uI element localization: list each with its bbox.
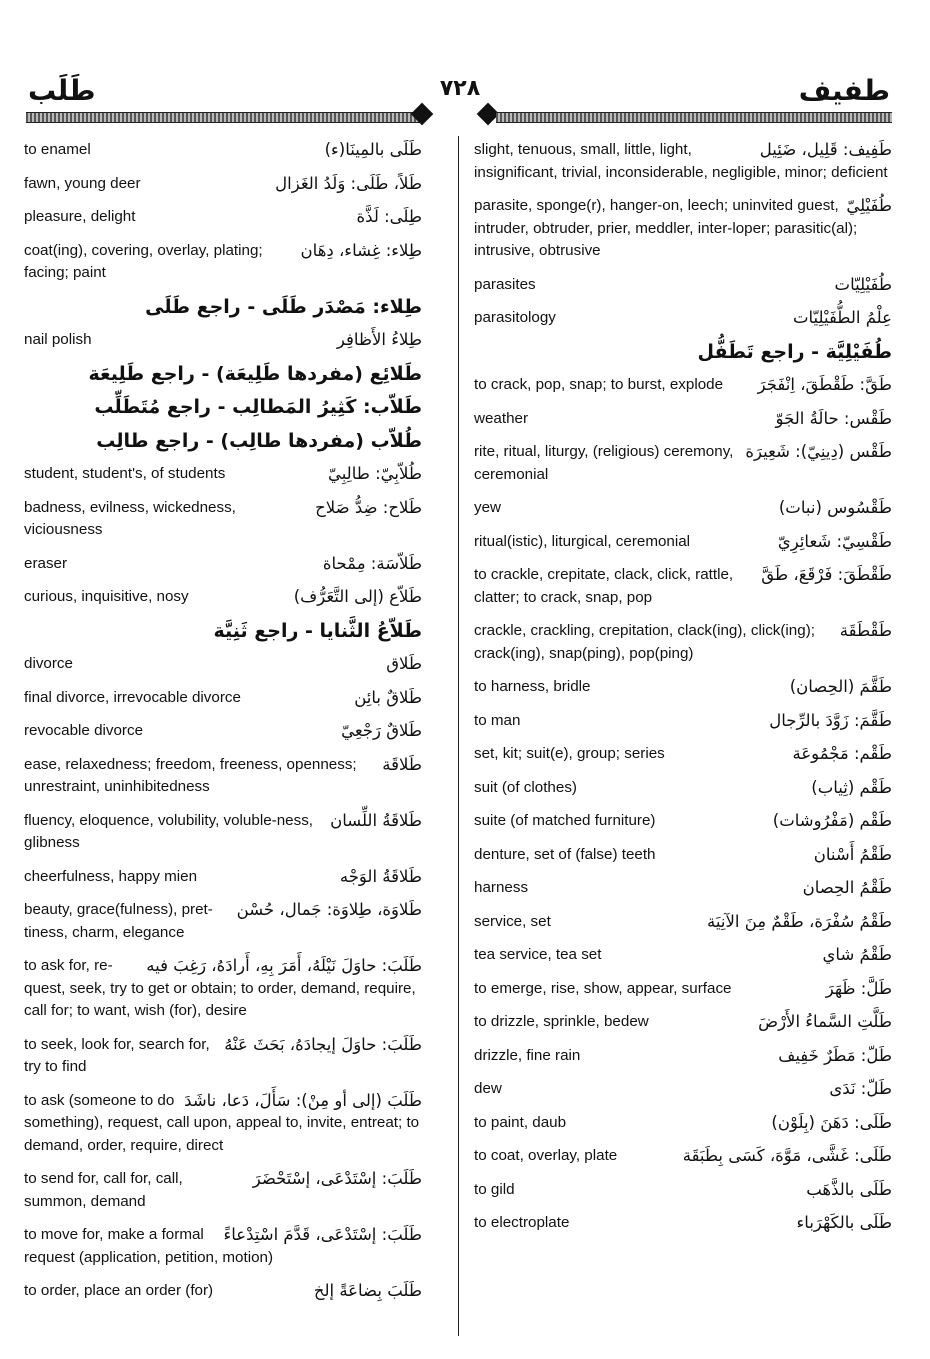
english-definition: cheerfulness, happy mien — [24, 867, 198, 885]
dictionary-entry — [24, 866, 422, 889]
english-definition: to electroplate — [474, 1214, 570, 1231]
english-definition: to emerge, rise, show, appear, surface — [474, 979, 732, 997]
arabic-headword: طَلاوَة، طِلاوَة: جَمال، حُسْن — [236, 900, 422, 919]
english-definition: to crackle, crepitate, clack, click, rattle, clatter; to crack, snap, pop — [474, 566, 734, 606]
dictionary-entry — [24, 497, 422, 542]
arabic-headword: طَقْسِيّ: شَعائِرِيّ — [777, 531, 892, 551]
dictionary-entry — [474, 531, 892, 554]
dictionary-entry — [24, 653, 422, 676]
dictionary-entry — [24, 1034, 422, 1079]
dictionary-entry — [24, 1280, 422, 1303]
english-definition: parasite, sponge(r), hanger-on, leech; uninvited guest, intruder, obtruder, prier, meddler, inter-loper; parasitic(al); intrusive, obtrusive — [474, 197, 858, 259]
english-definition: to ask (someone to do something), request, call upon, appeal to, invite, entreat; to demand, order, require, direct — [24, 1091, 420, 1154]
header-rule-left — [26, 112, 422, 123]
dictionary-entry — [474, 195, 892, 263]
dictionary-entry — [474, 341, 892, 364]
dictionary-entry — [24, 363, 422, 386]
english-definition: suite (of matched furniture) — [474, 812, 656, 829]
dictionary-entry — [474, 676, 892, 699]
english-definition: service, set — [474, 912, 551, 930]
dictionary-entry — [24, 206, 422, 229]
arabic-headword: طَقْمُ الحِصان — [802, 878, 892, 897]
english-definition: nail polish — [24, 331, 92, 348]
english-definition: fluency, eloquence, volubility, voluble-ness, glibness — [24, 811, 314, 851]
english-definition: ritual(istic), liturgical, ceremonial — [474, 532, 691, 550]
dictionary-entry — [24, 396, 422, 419]
arabic-headword: طَقْمُ سُفْرَة، طَقْمٌ مِنَ الآنِيَة — [707, 911, 892, 931]
dictionary-entry — [474, 374, 892, 397]
dictionary-entry — [24, 1224, 422, 1269]
dictionary-entry — [24, 754, 422, 799]
dictionary-entry — [24, 955, 422, 1023]
arabic-headword: طَلَى بالكَهْرَباء — [796, 1213, 892, 1232]
english-definition: rite, ritual, liturgy, (religious) ceremony, ceremonial — [474, 443, 734, 483]
dictionary-entry — [24, 586, 422, 609]
english-definition: tea service, tea set — [474, 946, 602, 963]
english-definition: drizzle, fine rain — [474, 1046, 581, 1064]
arabic-headword: طَلاً، طَلَى: وَلَدُ الغَزال — [275, 173, 422, 193]
english-definition: final divorce, irrevocable divorce — [24, 688, 241, 706]
english-definition: to paint, daub — [474, 1113, 567, 1131]
dictionary-entry — [474, 441, 892, 486]
english-definition: eraser — [24, 554, 68, 572]
dictionary-entry — [474, 743, 892, 766]
arabic-headword: طَقْطَقَ: فَرْقَعَ، طَقَّ — [761, 565, 892, 584]
english-definition: badness, evilness, wickedness, viciousness — [24, 498, 236, 538]
arabic-headword: طَقَّمَ (الحِصان) — [789, 677, 892, 696]
dictionary-entry — [474, 844, 892, 867]
english-definition: weather — [474, 409, 529, 427]
arabic-headword: طَقْس: حالَةُ الجَوّ — [775, 408, 892, 428]
dictionary-entry — [474, 911, 892, 934]
arabic-headword: طَلاقٌ رَجْعِيّ — [341, 721, 422, 740]
dictionary-entry — [24, 463, 422, 486]
dictionary-entry — [24, 329, 422, 352]
dictionary-entry — [474, 1112, 892, 1135]
english-definition: parasitology — [474, 309, 556, 326]
dictionary-entry — [24, 620, 422, 643]
arabic-headword: طُلاّبِيّ: طالِبِيّ — [327, 464, 422, 483]
dictionary-entry — [24, 687, 422, 710]
english-definition: to gild — [474, 1180, 515, 1198]
arabic-headword: طِلاء: غِشاء، دِهَان — [300, 240, 422, 260]
english-definition: coat(ing), covering, overlay, plating; facing; paint — [24, 241, 263, 281]
dictionary-entry — [474, 620, 892, 665]
dictionary-entry — [24, 240, 422, 285]
english-definition: ease, relaxedness; freedom, freeness, openness; unrestraint, uninhibitedness — [24, 755, 357, 795]
arabic-headword: طَلَّتِ السَّماءُ الأَرْضَ — [758, 1012, 892, 1031]
dictionary-entry — [24, 430, 422, 453]
dictionary-entry — [474, 408, 892, 431]
dictionary-entry — [24, 173, 422, 196]
english-definition: set, kit; suit(e), group; series — [474, 745, 665, 762]
english-definition: harness — [474, 879, 529, 896]
dictionary-entry — [474, 1179, 892, 1202]
arabic-headword: طِلاء: مَصْدَر طَلَى - راجع طَلَى — [145, 295, 422, 318]
dictionary-entry — [474, 944, 892, 967]
dictionary-entry — [474, 139, 892, 184]
english-definition: suit (of clothes) — [474, 778, 577, 796]
english-definition: to drizzle, sprinkle, bedew — [474, 1013, 649, 1030]
arabic-headword: طَقْم (ثِياب) — [811, 777, 892, 797]
page-header — [0, 0, 930, 130]
arabic-headword: طَقْمُ أَسْنان — [813, 844, 892, 864]
arabic-headword: طَقَّ: طَقْطَقَ، اِنْفَجَرَ — [757, 375, 892, 394]
arabic-headword: طَلاّب: كَثِيرُ المَطالِب - راجع مُتَطَلِّب — [94, 396, 422, 418]
header-guide-word-left: طَلَب — [28, 74, 96, 107]
dictionary-entry — [24, 720, 422, 743]
arabic-headword: عِلْمُ الطُّفَيْلِيّات — [792, 308, 892, 327]
dictionary-entry — [474, 710, 892, 733]
arabic-headword: طَقْسُوس (نبات) — [778, 498, 892, 517]
dictionary-entry — [24, 1168, 422, 1213]
dictionary-entry — [474, 810, 892, 833]
english-definition: fawn, young deer — [24, 174, 141, 192]
arabic-headword: طَلّ: مَطَرٌ خَفِيف — [778, 1045, 892, 1065]
dictionary-entry — [24, 553, 422, 576]
dictionary-entry — [474, 1045, 892, 1068]
dictionary-entry — [474, 1078, 892, 1101]
arabic-headword: طَفِيف: قَلِيل، ضَئِيل — [759, 140, 892, 159]
english-definition: to enamel — [24, 141, 91, 158]
arabic-headword: طِلاءُ الأَظافِر — [336, 330, 422, 349]
arabic-headword: طَلَبَ (إلى أو مِنْ): سَأَلَ، دَعا، ناشَدَ — [184, 1090, 422, 1110]
arabic-headword: طُفَيْلِيّات — [834, 274, 892, 294]
dictionary-entry — [474, 497, 892, 520]
arabic-headword: طَقْطَقَة — [839, 621, 892, 640]
english-definition: beauty, grace(fulness), pret-tiness, charm, elegance — [24, 901, 213, 941]
arabic-headword: طَلاّسَة: مِمْحاة — [322, 553, 422, 573]
left-column — [24, 139, 422, 1314]
english-definition: to seek, look for, search for, try to find — [24, 1035, 210, 1075]
arabic-headword: طِلَى: لَذَّة — [356, 207, 422, 226]
dictionary-entry — [474, 777, 892, 800]
arabic-headword: طَلَبَ: إسْتَدْعَى، إسْتَحْضَرَ — [252, 1169, 422, 1188]
dictionary-entry — [474, 307, 892, 330]
english-definition: to send for, call for, call, summon, demand — [24, 1170, 183, 1210]
english-definition: revocable divorce — [24, 722, 144, 739]
arabic-headword: طَلَى بالذَّهَب — [806, 1179, 892, 1199]
english-definition: to man — [474, 711, 521, 729]
dictionary-entry — [24, 296, 422, 319]
english-definition: to coat, overlay, plate — [474, 1147, 618, 1164]
arabic-headword: طَقَّمَ: زَوَّدَ بالرِّجال — [769, 710, 892, 730]
arabic-headword: طَلائِع (مفردها طَلِيعَة) - راجع طَلِيعَة — [88, 362, 422, 385]
english-definition: to crack, pop, snap; to burst, explode — [474, 376, 724, 393]
arabic-headword: طَلاقَة — [382, 754, 422, 774]
arabic-headword: طَلَبَ بِضاعَةً إلخ — [313, 1281, 422, 1300]
column-divider — [458, 136, 459, 1336]
arabic-headword: طَلّ: نَدَى — [829, 1079, 892, 1098]
right-column — [474, 139, 892, 1246]
header-rule-right — [496, 112, 892, 123]
dictionary-entry — [474, 1145, 892, 1168]
arabic-headword: طَقْم: مَجْمُوعَة — [792, 744, 892, 763]
arabic-headword: طَلاقٌ بائِن — [354, 687, 422, 707]
english-definition: curious, inquisitive, nosy — [24, 588, 189, 605]
arabic-headword: طَقْس (دِينِيّ): شَعِيرَة — [745, 442, 892, 461]
dictionary-entry — [24, 1090, 422, 1158]
arabic-headword: طَلاّع (إلى التَّعَرُّف) — [293, 587, 422, 606]
arabic-headword: طُفَيْلِيَّة - راجع تَطَفُّل — [697, 340, 892, 363]
english-definition: to move for, make a formal request (application, petition, motion) — [24, 1226, 274, 1266]
english-definition: parasites — [474, 275, 536, 293]
arabic-headword: طَلَى: غَشَّى، مَوَّهَ، كَسَى بِطَبَقَة — [682, 1146, 892, 1165]
arabic-headword: طَلاح: ضِدُّ صَلاح — [315, 497, 422, 517]
english-definition: slight, tenuous, small, little, light, insignificant, trivial, inconsiderable, negligible, minor; deficient — [474, 141, 888, 181]
arabic-headword: طَقْم (مَفْرُوشات) — [772, 811, 892, 830]
arabic-headword: طَلاقَةُ الوَجْه — [339, 866, 422, 886]
dictionary-entry — [474, 1212, 892, 1235]
dictionary-entry — [474, 1011, 892, 1034]
dictionary-entry — [24, 899, 422, 944]
arabic-headword: طَلَّ: ظَهَرَ — [825, 978, 892, 998]
english-definition: to ask for, re-quest, seek, try to get or obtain; to order, demand, require, call for; to want, wish (for), desire — [24, 957, 416, 1019]
dictionary-entry — [24, 139, 422, 162]
arabic-headword: طَلاق — [386, 654, 422, 673]
english-definition: denture, set of (false) teeth — [474, 845, 656, 863]
english-definition: student, student's, of students — [24, 465, 226, 482]
arabic-headword: طَلَبَ: حاوَلَ إيجادَهُ، بَحَثَ عَنْهُ — [224, 1034, 422, 1054]
arabic-headword: طَلاقَةُ اللِّسان — [330, 810, 422, 830]
english-definition: divorce — [24, 655, 73, 672]
arabic-headword: طَلَبَ: حاوَلَ نَيْلَهُ، أَمَرَ بِهِ، أَرادَهُ، رَغِبَ فيه — [146, 956, 422, 975]
arabic-headword: طُلاّب (مفردها طالِب) - راجع طالِب — [96, 429, 422, 452]
arabic-headword: طُفَيْلِيّ — [846, 196, 892, 215]
dictionary-entry — [474, 978, 892, 1001]
dictionary-entry — [24, 810, 422, 855]
arabic-headword: طَلَى: دَهَنَ (بِلَوْن) — [771, 1112, 892, 1132]
english-definition: dew — [474, 1080, 502, 1097]
arabic-headword: طَقْمُ شاي — [822, 945, 892, 964]
english-definition: to order, place an order (for) — [24, 1282, 214, 1299]
english-definition: crackle, crackling, crepitation, clack(ing), click(ing); crack(ing), snap(ping), pop(ping) — [474, 622, 815, 662]
arabic-headword: طَلاّعُ الثَّنايا - راجع ثَنِيَّة — [213, 619, 422, 642]
english-definition: pleasure, delight — [24, 208, 136, 225]
english-definition: to harness, bridle — [474, 678, 591, 695]
dictionary-entry — [474, 274, 892, 297]
header-guide-word-right: طفيف — [798, 74, 890, 107]
arabic-headword: طَلَى بالمِينَا(ء) — [324, 140, 422, 159]
dictionary-entry — [474, 877, 892, 900]
dictionary-entry — [474, 564, 892, 609]
page-number: ٧٢٨ — [439, 76, 481, 101]
arabic-headword: طَلَبَ: إسْتَدْعَى، قَدَّمَ اسْتِدْعاءً — [223, 1225, 422, 1244]
english-definition: yew — [474, 499, 502, 516]
